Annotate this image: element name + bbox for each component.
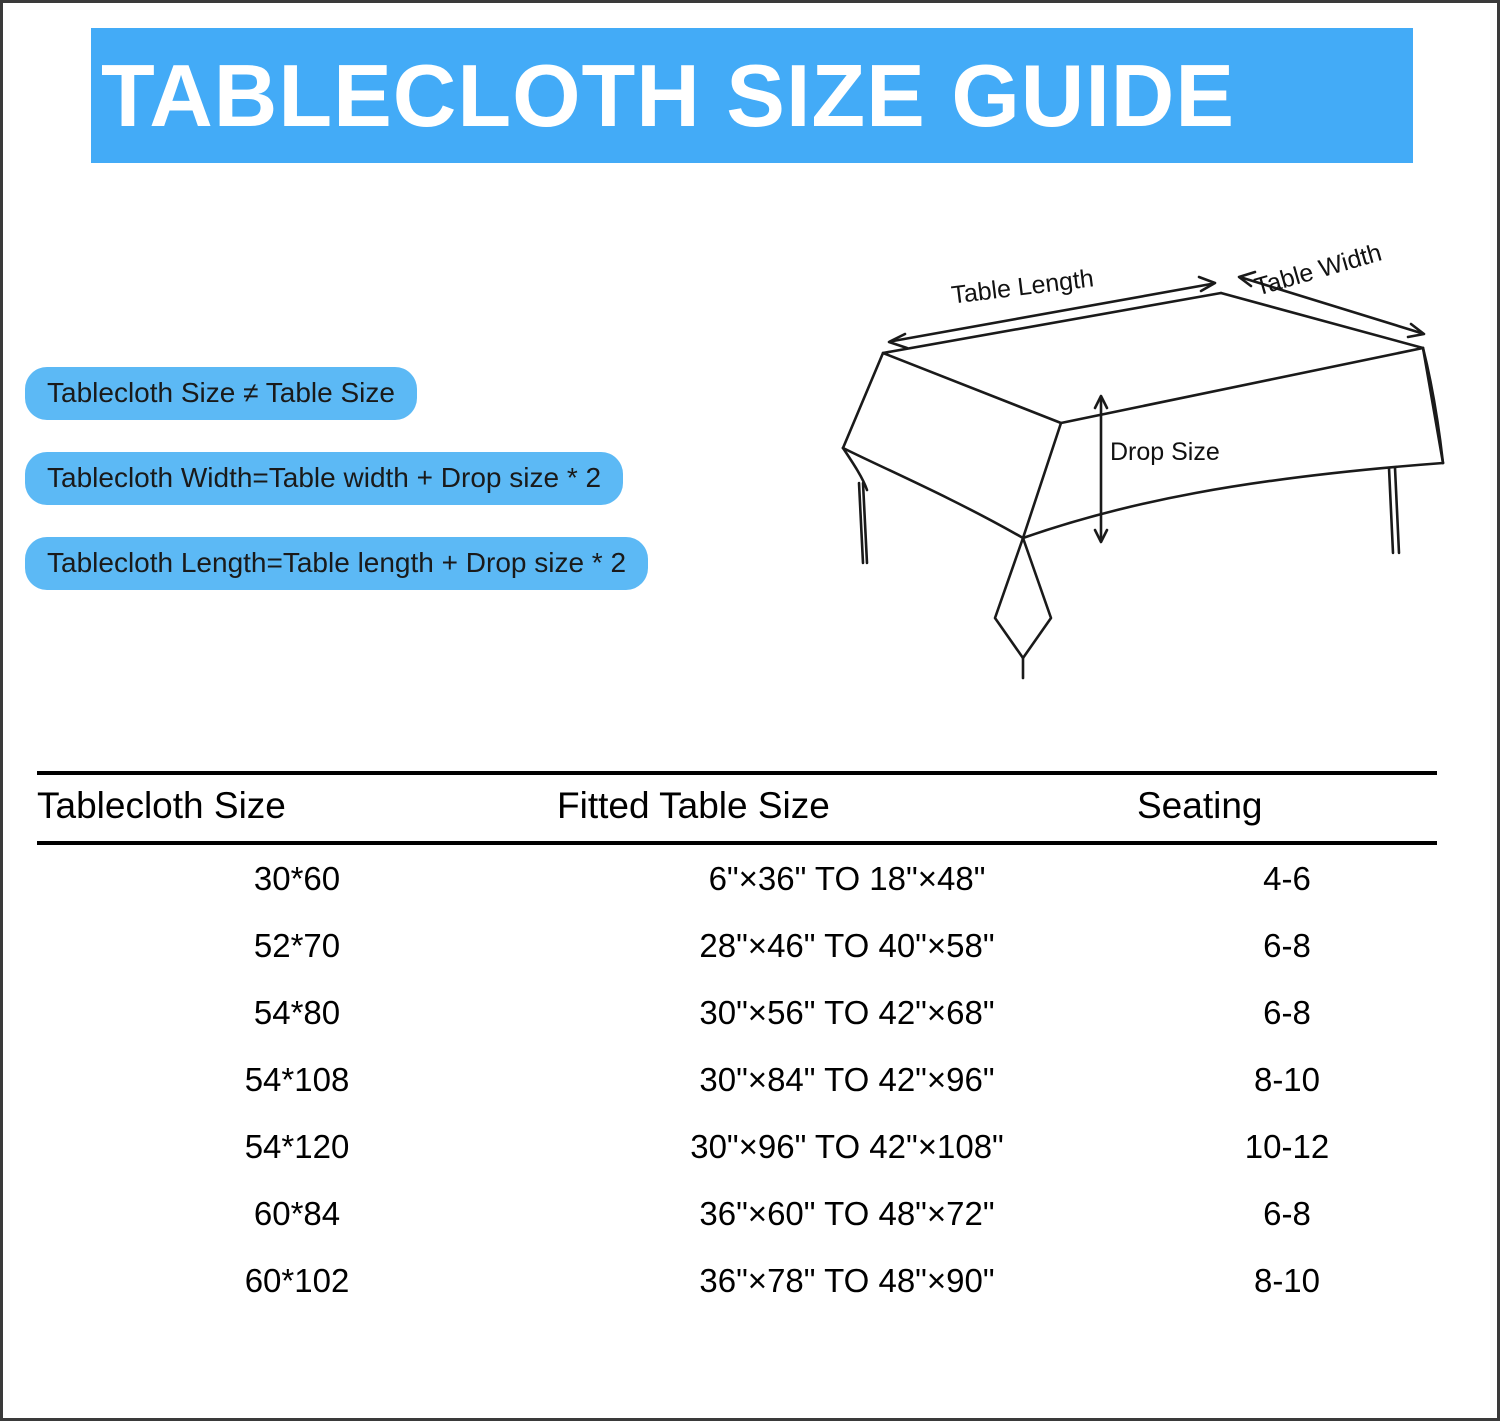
cell-fitted-table-size: 30"×56" TO 42"×68" <box>699 994 995 1031</box>
cell-seating: 4-6 <box>1263 860 1311 897</box>
diagram-label-drop-size: Drop Size <box>1110 438 1220 466</box>
column-header-fitted-table-size: Fitted Table Size <box>557 785 830 826</box>
header-banner <box>91 28 1413 163</box>
cell-seating: 10-12 <box>1244 1128 1330 1165</box>
note-pill-1: Tablecloth Size ≠ Table Size <box>25 367 417 420</box>
table-row <box>37 843 1437 912</box>
cell-fitted-table-size: 30"×84" TO 42"×96" <box>699 1061 995 1098</box>
note-pill-2: Tablecloth Width=Table width + Drop size * 2 <box>25 452 623 505</box>
cell-seating: 8-10 <box>1253 1262 1321 1299</box>
cell-seating: 6-8 <box>1263 1195 1311 1232</box>
cell-fitted-table-size: 28"×46" TO 40"×58" <box>699 927 995 964</box>
cell-fitted-table-size: 36"×78" TO 48"×90" <box>699 1262 995 1299</box>
table-diagram <box>823 238 1463 688</box>
table-row <box>37 1180 1437 1247</box>
table-body <box>37 843 1437 1314</box>
notes-list <box>25 367 845 622</box>
cell-fitted-table-size: 6"×36" TO 18"×48" <box>708 860 986 897</box>
cell-tablecloth-size: 60*102 <box>244 1262 350 1299</box>
cell-fitted-table-size: 30"×96" TO 42"×108" <box>690 1128 1004 1165</box>
cell-tablecloth-size: 60*84 <box>253 1195 341 1232</box>
diagram-label-table-length: Table Length <box>949 264 1096 310</box>
table-row <box>37 979 1437 1046</box>
table-row <box>37 1113 1437 1180</box>
cell-fitted-table-size: 36"×60" TO 48"×72" <box>699 1195 995 1232</box>
cell-tablecloth-size: 52*70 <box>253 927 341 964</box>
note-pill-3: Tablecloth Length=Table length + Drop size * 2 <box>25 537 648 590</box>
cell-tablecloth-size: 54*120 <box>244 1128 350 1165</box>
table-row <box>37 912 1437 979</box>
cell-tablecloth-size: 54*80 <box>253 994 341 1031</box>
column-header-tablecloth-size: Tablecloth Size <box>37 785 286 826</box>
cell-seating: 8-10 <box>1253 1061 1321 1098</box>
diagram-label-table-width: Table Width <box>1251 238 1385 302</box>
page-title: TABLECLOTH SIZE GUIDE <box>101 45 1236 145</box>
cell-seating: 6-8 <box>1263 994 1311 1031</box>
cell-seating: 6-8 <box>1263 927 1311 964</box>
table-row <box>37 1046 1437 1113</box>
table-header <box>37 773 1437 843</box>
column-header-seating: Seating <box>1137 785 1263 826</box>
cell-tablecloth-size: 30*60 <box>253 860 341 897</box>
size-table <box>37 771 1437 1314</box>
cell-tablecloth-size: 54*108 <box>244 1061 350 1098</box>
table-header-row <box>37 773 1437 843</box>
table-row <box>37 1247 1437 1314</box>
